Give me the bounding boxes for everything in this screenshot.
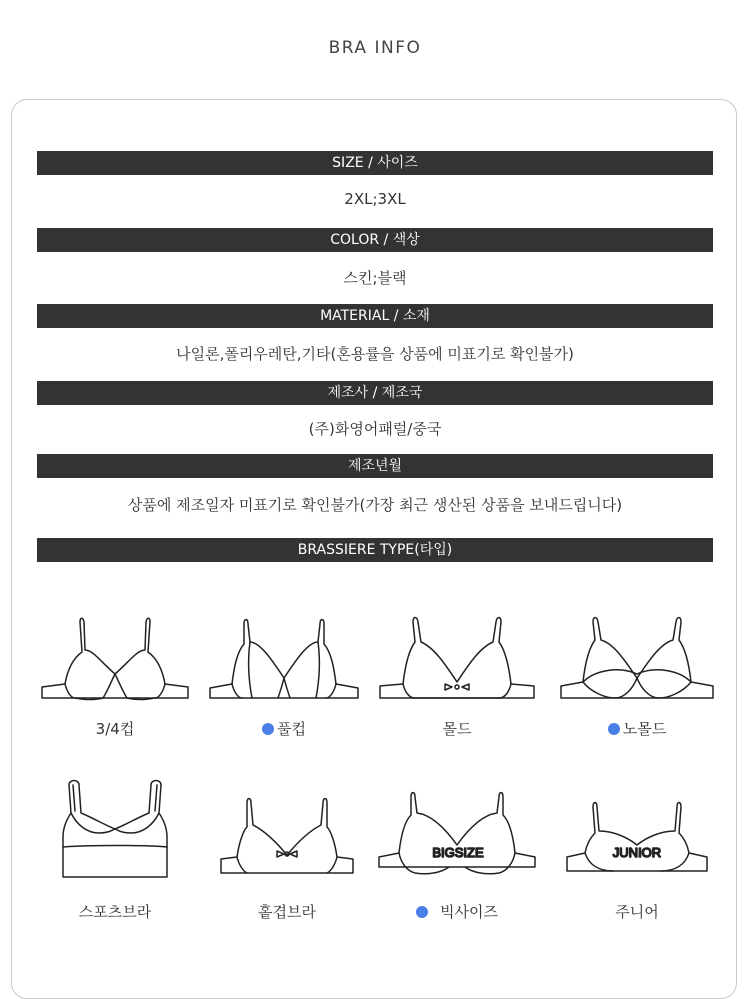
bra-molded-illustration bbox=[375, 612, 540, 707]
page-title: BRA INFO bbox=[328, 38, 422, 58]
bra-type-label: 풀컵 bbox=[199, 718, 369, 739]
date-value: 상품에 제조일자 미표기로 확인불가(가장 최근 생산된 상품을 보내드립니다) bbox=[127, 496, 623, 514]
size-value: 2XL;3XL bbox=[344, 190, 406, 208]
bra-big-size-illustration bbox=[375, 775, 540, 885]
bra-full-cup-illustration bbox=[202, 612, 367, 707]
date-header: 제조년월 bbox=[37, 454, 713, 478]
bra-type-label: 빅사이즈 bbox=[372, 901, 542, 922]
maker-header: 제조사 / 제조국 bbox=[37, 381, 713, 405]
color-value: 스킨;블랙 bbox=[343, 269, 407, 287]
bra-type-label: 홑겹브라 bbox=[258, 903, 316, 921]
bra-type-no-mold bbox=[552, 612, 722, 752]
bra-type-junior bbox=[552, 775, 722, 925]
bra-type-big-size bbox=[372, 775, 542, 925]
selected-dot-icon bbox=[416, 906, 428, 918]
material-header: MATERIAL / 소재 bbox=[37, 304, 713, 328]
maker-value: (주)화영어패럴/중국 bbox=[308, 420, 442, 438]
bra-sports-illustration bbox=[35, 775, 195, 885]
bra-type-label: 몰드 bbox=[442, 720, 472, 738]
bra-type-label: 주니어 bbox=[615, 903, 659, 921]
bra-type-label: 3/4컵 bbox=[95, 720, 135, 738]
selected-dot-icon bbox=[608, 723, 620, 735]
bra-no-mold-illustration bbox=[555, 612, 720, 707]
color-header: COLOR / 색상 bbox=[37, 228, 713, 252]
bra-single-layer-illustration bbox=[207, 775, 367, 885]
bra-type-label: 노몰드 bbox=[552, 718, 722, 739]
bra-type-label: 스포츠브라 bbox=[78, 903, 152, 921]
bigsize-illustration-text: BIGSIZE bbox=[431, 845, 484, 860]
bra-type-single-layer bbox=[202, 775, 372, 925]
junior-illustration-text: JUNIOR bbox=[612, 845, 661, 860]
size-header: SIZE / 사이즈 bbox=[37, 151, 713, 175]
bra-3-4-cup-illustration bbox=[35, 612, 195, 707]
bra-type-3-4-cup bbox=[30, 612, 200, 752]
material-value: 나일론,폴리우레탄,기타(혼용률을 상품에 미표기로 확인불가) bbox=[176, 345, 574, 363]
selected-dot-icon bbox=[262, 723, 274, 735]
bra-type-full-cup bbox=[199, 612, 369, 752]
type-header: BRASSIERE TYPE(타입) bbox=[37, 538, 713, 562]
bra-type-molded bbox=[372, 612, 542, 752]
bra-junior-illustration bbox=[555, 775, 720, 885]
bra-type-sports bbox=[30, 775, 200, 925]
